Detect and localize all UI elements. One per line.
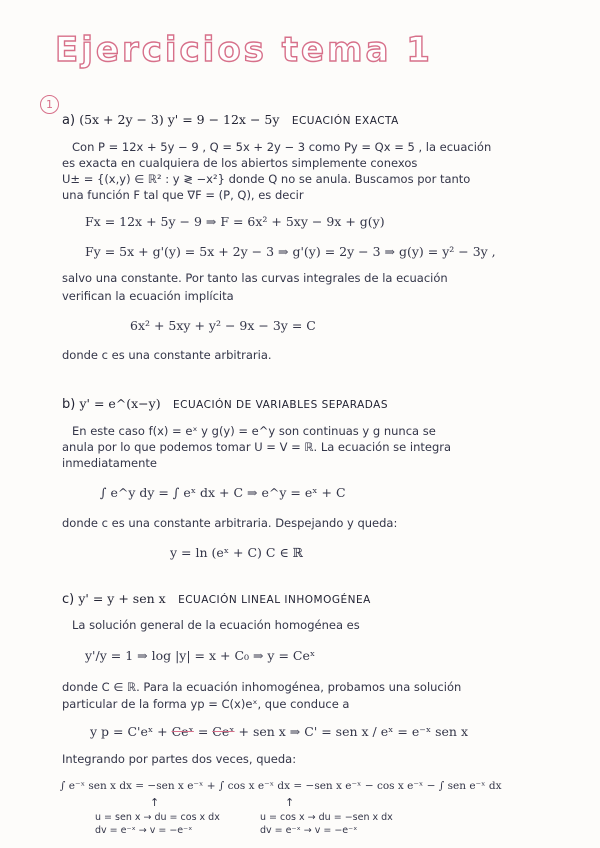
part-c-note-1-line-2: dv = e⁻ˣ → v = −e⁻ˣ — [95, 825, 193, 836]
part-c-equation: y' = y + sen x — [78, 591, 166, 606]
part-a-body-line-1: Con P = 12x + 5y − 9 , Q = 5x + 2y − 3 como Py = Qx = 5 , la ecuación — [72, 140, 492, 154]
part-c-type: ECUACIÓN LINEAL INHOMOGÉNEA — [178, 594, 371, 606]
part-c-eq-2-end: + sen x ⇒ C' = sen x / eˣ = e⁻ˣ sen x — [234, 724, 468, 739]
part-b-body-line-1: En este caso f(x) = eˣ y g(y) = e^y son continuas y g nunca se — [72, 424, 436, 438]
part-c-eq-2-cancel-2: Ceˣ — [212, 724, 235, 739]
up-arrow-icon: ↑ — [150, 796, 160, 809]
part-c-note-1-line-1: u = sen x → du = cos x dx — [95, 812, 220, 823]
part-c-body2-line-2: particular de la forma yp = C(x)eˣ, que conduce a — [62, 697, 350, 711]
part-a-eq-1: Fx = 12x + 5y − 9 ⇒ F = 6x² + 5xy − 9x + g(y) — [85, 214, 385, 229]
part-c-body2-line-1: donde C ∈ ℝ. Para la ecuación inhomogénea, probamos una solución — [62, 680, 462, 694]
part-b-eq-2: y = ln (eˣ + C) C ∈ ℝ — [170, 545, 304, 560]
part-c-eq-2-mid: = — [193, 724, 213, 739]
part-c-heading — [62, 591, 371, 607]
part-c-label: c) — [62, 592, 75, 607]
exercise-number-badge: 1 — [40, 95, 59, 114]
part-b-heading — [62, 396, 388, 412]
part-b-body2: donde c es una constante arbitraria. Despejando y queda: — [62, 516, 398, 530]
part-c-eq-2-start: y p = C'eˣ + — [90, 724, 172, 739]
part-c-eq-1: y'/y = 1 ⇒ log |y| = x + C₀ ⇒ y = Ceˣ — [85, 648, 316, 663]
page-title: Ejercicios tema 1 — [55, 30, 433, 70]
part-a-body-line-3: U± = {(x,y) ∈ ℝ² : y ≷ −x²} donde Q no se anula. Buscamos por tanto — [62, 172, 471, 186]
part-c-eq-2-cancel-1: Ceˣ — [171, 724, 194, 739]
part-b-eq-1: ∫ e^y dy = ∫ eˣ dx + C ⇒ e^y = eˣ + C — [100, 485, 346, 500]
part-a-body-line-2: es exacta en cualquiera de los abiertos simplemente conexos — [62, 156, 418, 170]
part-a-type: ECUACIÓN EXACTA — [291, 115, 399, 127]
part-a-conclusion: donde c es una constante arbitraria. — [62, 348, 272, 362]
part-a-eq-3: 6x² + 5xy + y² − 9x − 3y = C — [130, 318, 316, 333]
part-b-equation: y' = e^(x−y) — [79, 396, 161, 411]
part-b-type: ECUACIÓN DE VARIABLES SEPARADAS — [173, 399, 389, 411]
part-a-label: a) — [62, 113, 76, 128]
part-c-note-2-line-1: u = cos x → du = −sen x dx — [260, 812, 393, 823]
part-b-body-line-2: anula por lo que podemos tomar U = V = ℝ. La ecuación se integra — [62, 440, 452, 454]
part-a-body2-line-2: verifican la ecuación implícita — [62, 289, 234, 303]
part-c-eq-3: ∫ e⁻ˣ sen x dx = −sen x e⁻ˣ + ∫ cos x e⁻ˣ dx = −sen x e⁻ˣ − cos x e⁻ˣ − ∫ sen e⁻ˣ dx — [60, 780, 502, 792]
part-a-equation: (5x + 2y − 3) y' = 9 − 12x − 5y — [79, 112, 280, 127]
part-c-note-2-line-2: dv = e⁻ˣ → v = −e⁻ˣ — [260, 825, 358, 836]
part-b-body-line-3: inmediatamente — [62, 456, 158, 470]
part-b-label: b) — [62, 397, 76, 412]
part-a-eq-2: Fy = 5x + g'(y) = 5x + 2y − 3 ⇒ g'(y) = 2y − 3 ⇒ g(y) = y² − 3y , — [85, 244, 496, 259]
part-a-heading — [62, 112, 399, 128]
part-c-eq-2 — [90, 724, 468, 739]
up-arrow-icon: ↑ — [285, 796, 295, 809]
part-a-body2-line-1: salvo una constante. Por tanto las curvas integrales de la ecuación — [62, 271, 448, 285]
part-c-body3: Integrando por partes dos veces, queda: — [62, 752, 297, 766]
part-a-body-line-4: una función F tal que ∇F = (P, Q), es decir — [62, 188, 304, 202]
part-c-body: La solución general de la ecuación homogénea es — [72, 618, 360, 632]
